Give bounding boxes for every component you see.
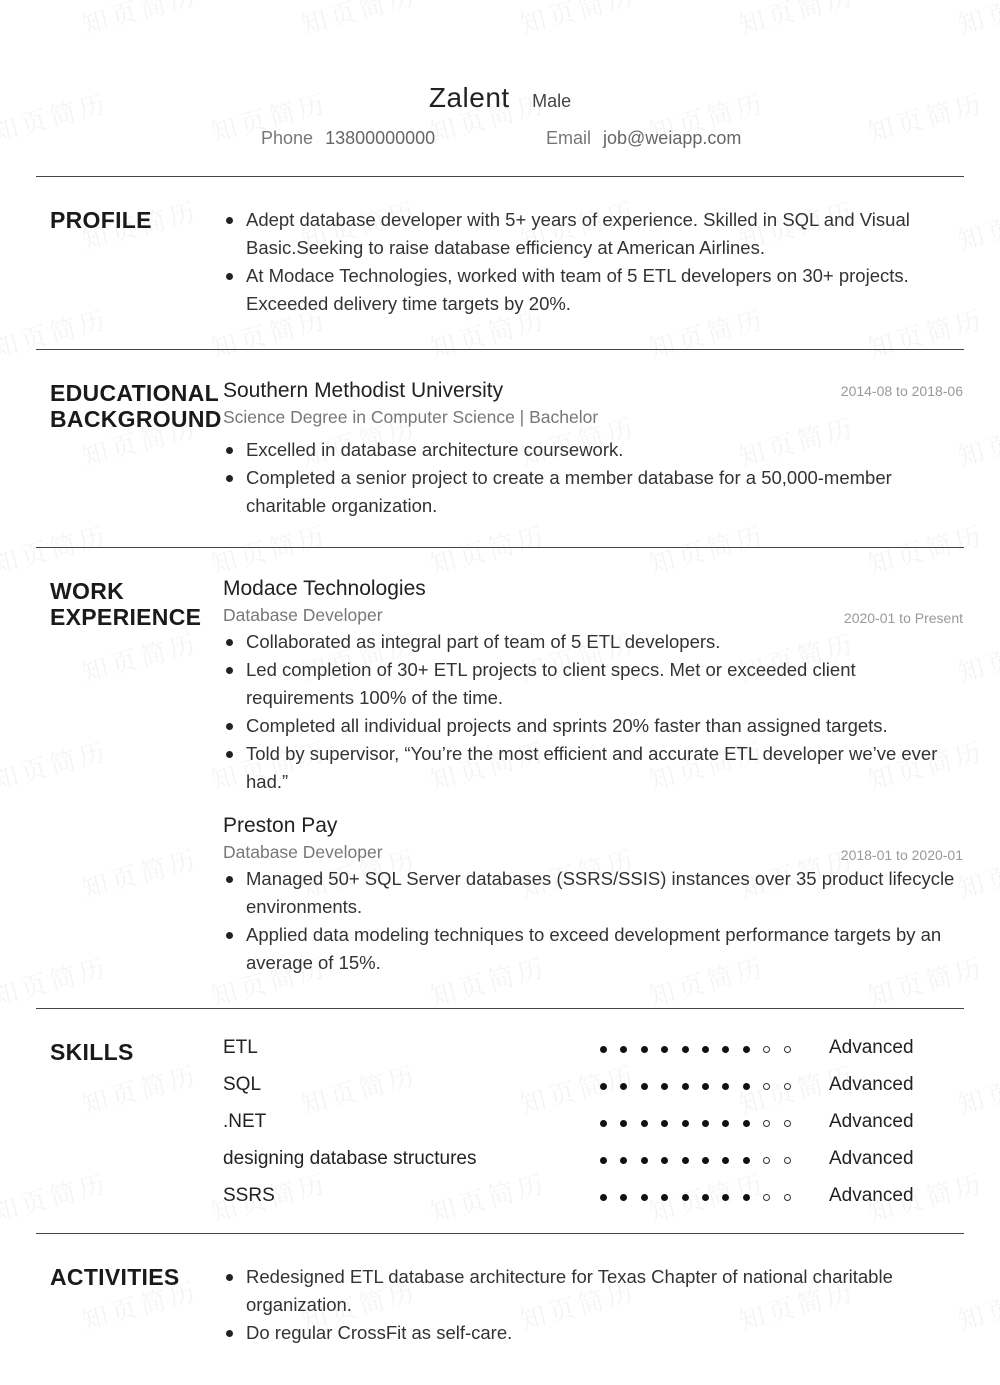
skill-rating	[600, 1046, 791, 1053]
watermark-text	[0, 947, 113, 1014]
rating-dot-filled	[641, 1194, 648, 1201]
list-item: Collaborated as integral part of team of 5 ETL developers.	[223, 628, 963, 656]
rating-dot-filled	[620, 1120, 627, 1127]
rating-dot-empty	[784, 1120, 791, 1127]
skill-name: SSRS	[223, 1185, 275, 1206]
rating-dot-filled	[722, 1194, 729, 1201]
skill-level: Advanced	[829, 1074, 914, 1095]
rating-dot-empty	[763, 1194, 770, 1201]
rating-dot-filled	[702, 1083, 709, 1090]
rating-dot-empty	[763, 1046, 770, 1053]
rating-dot-filled	[641, 1157, 648, 1164]
rating-dot-filled	[722, 1046, 729, 1053]
rating-dot-filled	[641, 1120, 648, 1127]
rating-dot-empty	[784, 1194, 791, 1201]
job-entry	[223, 576, 963, 796]
rating-dot-filled	[600, 1120, 607, 1127]
watermark-text	[644, 1379, 770, 1385]
list-item: Completed all individual projects and sprints 20% faster than assigned targets.	[223, 712, 963, 740]
rating-dot-filled	[702, 1157, 709, 1164]
rating-dot-filled	[600, 1157, 607, 1164]
candidate-gender: Male	[532, 91, 572, 111]
rating-dot-filled	[641, 1083, 648, 1090]
rating-dot-filled	[661, 1194, 668, 1201]
rating-dot-filled	[682, 1046, 689, 1053]
job-dates: 2018-01 to 2020-01	[840, 847, 963, 863]
rating-dot-filled	[661, 1120, 668, 1127]
rating-dot-filled	[743, 1046, 750, 1053]
rating-dot-filled	[722, 1157, 729, 1164]
skill-name: ETL	[223, 1037, 258, 1058]
rating-dot-filled	[743, 1120, 750, 1127]
skill-rating	[600, 1120, 791, 1127]
skill-row	[223, 1111, 963, 1141]
company-name: Preston Pay	[223, 814, 338, 837]
list-item: Managed 50+ SQL Server databases (SSRS/SSIS) instances over 35 product lifecycle environments.	[223, 865, 963, 921]
rating-dot-filled	[600, 1194, 607, 1201]
watermark-text	[77, 623, 203, 690]
rating-dot-empty	[784, 1157, 791, 1164]
rating-dot-filled	[641, 1046, 648, 1053]
rating-dot-filled	[661, 1157, 668, 1164]
rating-dot-filled	[682, 1194, 689, 1201]
education-dates: 2014-08 to 2018-06	[840, 383, 963, 399]
watermark-text	[425, 1379, 551, 1385]
rating-dot-filled	[702, 1120, 709, 1127]
work-section-title	[50, 578, 220, 630]
rating-dot-filled	[682, 1083, 689, 1090]
rating-dot-filled	[682, 1157, 689, 1164]
watermark-text	[206, 1379, 332, 1385]
watermark-text	[863, 515, 989, 582]
rating-dot-filled	[600, 1046, 607, 1053]
email-label: Email	[546, 128, 592, 148]
skill-level: Advanced	[829, 1148, 914, 1169]
email-value: job@weiapp.com	[603, 128, 742, 148]
skills-section-title: SKILLS	[50, 1039, 134, 1065]
rating-dot-filled	[743, 1194, 750, 1201]
resume-header	[0, 0, 1000, 176]
rating-dot-filled	[702, 1046, 709, 1053]
activities-section	[223, 1263, 963, 1347]
rating-dot-filled	[661, 1083, 668, 1090]
profile-bullets	[223, 206, 963, 318]
work-title-line1: WORK	[50, 578, 125, 604]
profile-section-title: PROFILE	[50, 207, 152, 233]
work-title-line2: EXPERIENCE	[50, 604, 202, 630]
rating-dot-filled	[682, 1120, 689, 1127]
skill-level: Advanced	[829, 1037, 914, 1058]
degree: Science Degree in Computer Science | Bachelor	[223, 407, 599, 427]
rating-dot-filled	[743, 1083, 750, 1090]
list-item: Do regular CrossFit as self-care.	[223, 1319, 963, 1347]
skill-name: .NET	[223, 1111, 267, 1132]
education-section-title	[50, 380, 220, 432]
watermark-text	[644, 515, 770, 582]
school-name: Southern Methodist University	[223, 379, 504, 402]
section-divider	[36, 176, 964, 177]
email-contact	[546, 128, 741, 149]
job-role: Database Developer	[223, 842, 383, 862]
list-item: Applied data modeling techniques to exceed development performance targets by an average of 15%.	[223, 921, 963, 977]
education-bullets	[223, 436, 963, 520]
section-divider	[36, 547, 964, 548]
watermark-text	[206, 515, 332, 582]
watermark-text	[77, 839, 203, 906]
watermark-text	[0, 515, 113, 582]
skill-rating	[600, 1157, 791, 1164]
section-divider	[36, 1008, 964, 1009]
watermark-text	[425, 515, 551, 582]
education-section	[223, 378, 963, 520]
list-item: Led completion of 30+ ETL projects to client specs. Met or exceeded client requirements 100% of the time.	[223, 656, 963, 712]
watermark-text	[863, 1379, 989, 1385]
rating-dot-empty	[763, 1083, 770, 1090]
rating-dot-filled	[600, 1083, 607, 1090]
rating-dot-filled	[620, 1046, 627, 1053]
watermark-text	[0, 299, 113, 366]
section-divider	[36, 349, 964, 350]
profile-section	[223, 206, 963, 318]
skill-row	[223, 1037, 963, 1067]
rating-dot-empty	[763, 1157, 770, 1164]
list-item: Excelled in database architecture coursework.	[223, 436, 963, 464]
activities-section-title: ACTIVITIES	[50, 1264, 180, 1290]
rating-dot-filled	[620, 1083, 627, 1090]
skill-row	[223, 1148, 963, 1178]
phone-contact	[261, 128, 435, 149]
company-name: Modace Technologies	[223, 577, 426, 600]
skill-row	[223, 1185, 963, 1215]
rating-dot-filled	[722, 1120, 729, 1127]
job-bullets	[223, 628, 963, 796]
list-item: Adept database developer with 5+ years of experience. Skilled in SQL and Visual Basic.Seeking to raise database efficiency at American Airlines.	[223, 206, 963, 262]
candidate-name: Zalent	[428, 82, 510, 113]
rating-dot-filled	[722, 1083, 729, 1090]
rating-dot-empty	[784, 1046, 791, 1053]
watermark-text	[77, 1055, 203, 1122]
list-item: Told by supervisor, “You’re the most efficient and accurate ETL developer we’ve ever had.”	[223, 740, 963, 796]
rating-dot-filled	[661, 1046, 668, 1053]
rating-dot-filled	[620, 1157, 627, 1164]
job-entry	[223, 813, 963, 977]
skill-rating	[600, 1083, 791, 1090]
skill-level: Advanced	[829, 1111, 914, 1132]
skill-rating	[600, 1194, 791, 1201]
phone-label: Phone	[261, 128, 314, 148]
job-role: Database Developer	[223, 605, 383, 625]
list-item: Completed a senior project to create a member database for a 50,000-member charitable organization.	[223, 464, 963, 520]
watermark-text	[0, 731, 113, 798]
rating-dot-filled	[620, 1194, 627, 1201]
education-title-line1: EDUCATIONAL	[50, 380, 219, 406]
list-item: At Modace Technologies, worked with team of 5 ETL developers on 30+ projects. Exceeded delivery time targets by 20%.	[223, 262, 963, 318]
rating-dot-empty	[784, 1083, 791, 1090]
list-item: Redesigned ETL database architecture for Texas Chapter of national charitable organization.	[223, 1263, 963, 1319]
name-row	[0, 82, 1000, 114]
watermark-text	[0, 1163, 113, 1230]
skill-name: designing database structures	[223, 1148, 477, 1169]
section-divider	[36, 1233, 964, 1234]
rating-dot-filled	[702, 1194, 709, 1201]
rating-dot-empty	[763, 1120, 770, 1127]
job-dates: 2020-01 to Present	[843, 610, 963, 626]
job-bullets	[223, 865, 963, 977]
skill-row	[223, 1074, 963, 1104]
rating-dot-filled	[743, 1157, 750, 1164]
skill-level: Advanced	[829, 1185, 914, 1206]
education-title-line2: BACKGROUND	[50, 406, 222, 432]
phone-value: 13800000000	[325, 128, 436, 148]
activities-bullets	[223, 1263, 963, 1347]
watermark-text	[0, 1379, 113, 1385]
skill-name: SQL	[223, 1074, 262, 1095]
